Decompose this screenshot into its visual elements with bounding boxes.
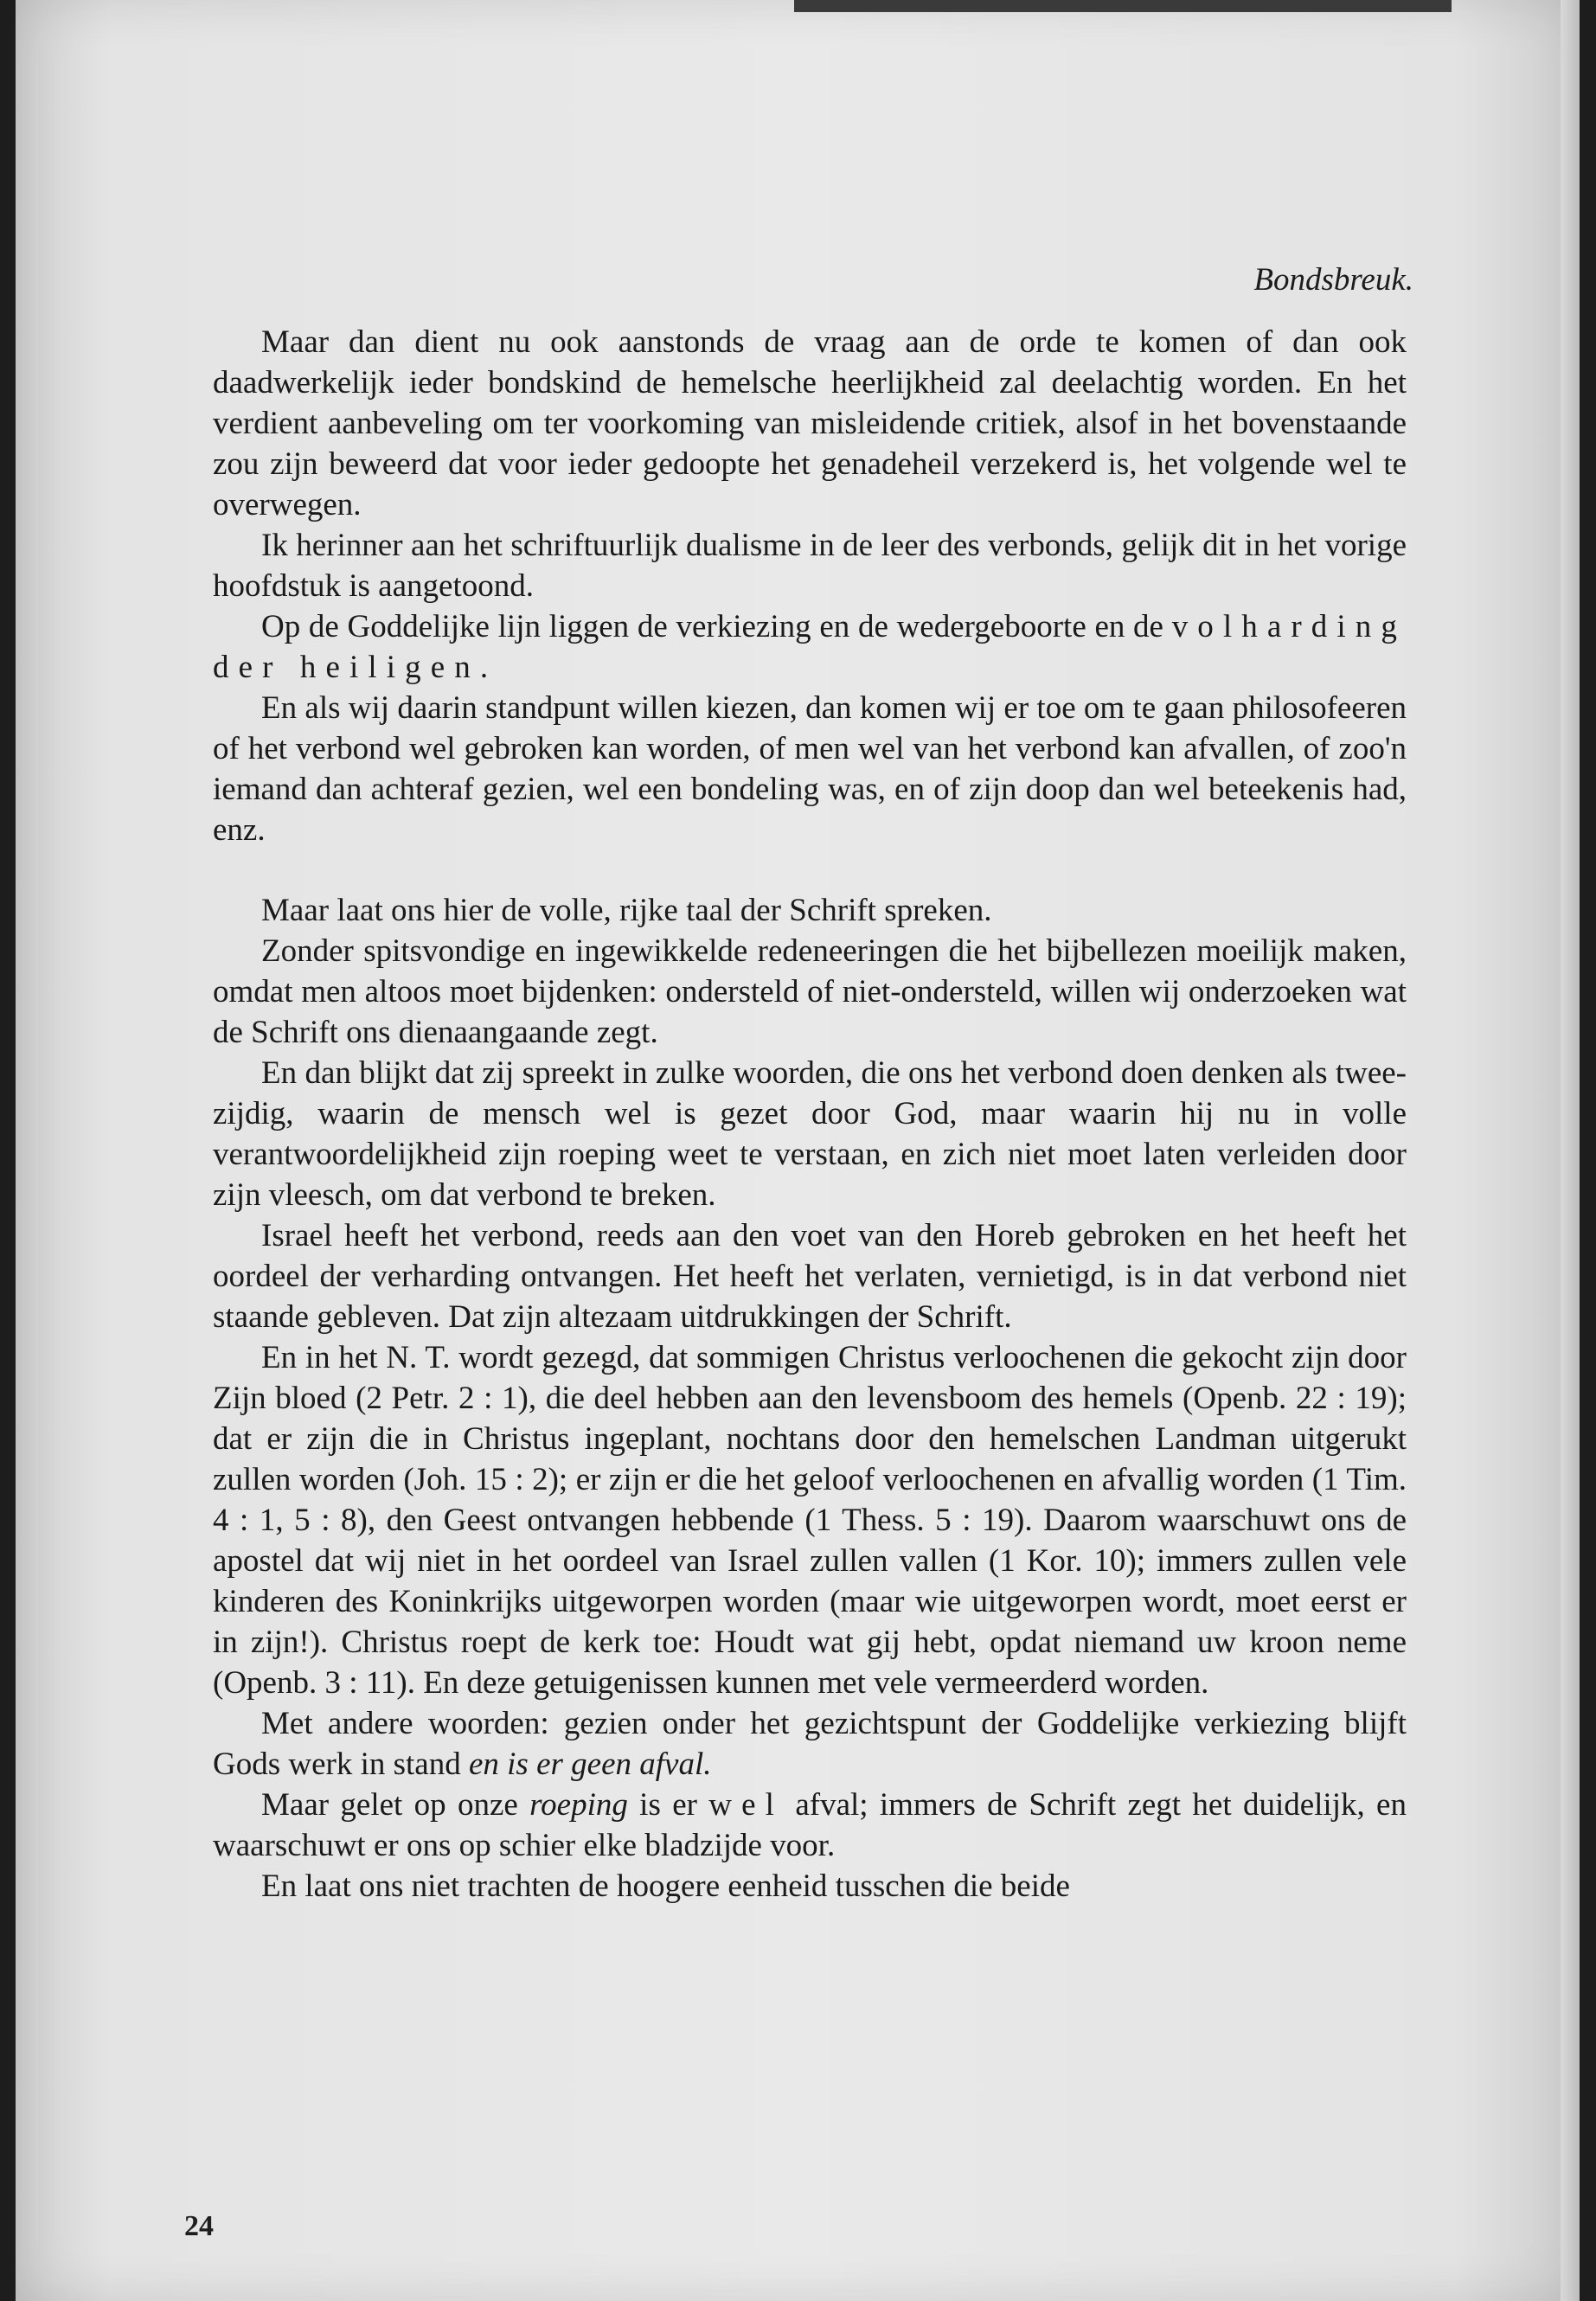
paragraph-11-end: afval; immers de Schrift zegt het duidelijk, en waarschuwt er ons op schier elke bladzijde voor. [213,1787,1407,1863]
page-edge [1561,0,1580,2301]
emphasized-phrase: volharding der heiligen [213,609,1407,685]
paragraph-9: En in het N. T. wordt gezegd, dat sommigen Christus verloochenen die gekocht zijn door Zijn bloed (2 Petr. 2 : 1), die deel hebben aan den levensboom des hemels (Openb. 22 : 19); dat er zijn die in Christus ingeplant, nochtans door den hemelschen Landman uitgerukt zullen worden (Joh. 15 : 2); er zijn er die het geloof verloochenen en afvallig worden (1 Tim. 4 : 1, 5 : 8), den Geest ontvangen hebbende (1 Thess. 5 : 19). Daarom waarschuwt ons de apostel dat wij niet in het oordeel van Israel zullen vallen (1 Kor. 10); immers zullen vele kinderen des Koninkrijks uitgeworpen worden (maar wie uitgeworpen wordt, moet eerst er in zijn!). Christus roept de kerk toe: Houdt wat gij hebt, opdat niemand uw kroon neme (Openb. 3 : 11). En deze getuigenissen kunnen met vele vermeerderd worden. [213,1340,1407,1701]
paragraph-5: Maar laat ons hier de volle, rijke taal der Schrift spreken. [261,893,992,928]
paragraph-11 [213,1785,1407,1866]
book-page [16,0,1580,2301]
body-text [213,322,1407,1907]
paragraph-3-text: Op de Goddelijke lijn liggen de verkiezing en de wedergeboorte en de [261,609,1172,644]
paragraph-3-end: . [479,650,489,685]
paragraph-4: En als wij daarin standpunt willen kiezen, dan komen wij er toe om te gaan philosofeeren of het verbond wel gebroken kan worden, of men wel van het verbond kan afvallen, of zoo'n iemand dan achteraf gezien, wel een bondeling was, en of zijn doop dan wel beteekenis had, enz. [213,690,1407,848]
paragraph-11-middle: is er [627,1787,709,1823]
paragraph-10-text: Met andere woorden: gezien onder het gezichtspunt der Goddelijke verkiezing blijft Gods werk in stand [213,1706,1407,1782]
paragraph-12: En laat ons niet trachten de hoogere eenheid tusschen die beide [261,1868,1070,1904]
emphasized-word: wel [708,1787,784,1823]
scan-shadow [794,0,1452,12]
paragraph-6: Zonder spitsvondige en ingewikkelde redeneeringen die het bijbellezen moeilijk maken, omdat men altoos moet bijdenken: ondersteld of niet-ondersteld, willen wij onderzoeken wat de Schrift ons dienaangaande zegt. [213,933,1407,1050]
page-number: 24 [184,2210,214,2242]
paragraph-11-text: Maar gelet op onze [261,1787,530,1823]
paragraph-1: Maar dan dient nu ook aanstonds de vraag aan de orde te komen of dan ook daadwerkelijk ieder bondskind de hemelsche heerlijkheid zal deelachtig worden. En het verdient aanbeveling om ter voorkoming van misleidende critiek, alsof in het bovenstaande zou zijn beweerd dat voor ieder gedoopte het genadeheil verzekerd is, het volgende wel te overwegen. [213,324,1407,522]
italic-phrase: en is er geen afval. [468,1747,712,1782]
paragraph-2: Ik herinner aan het schriftuurlijk dualisme in de leer des verbonds, gelijk dit in het vorige hoofdstuk is aangetoond. [213,528,1407,604]
paragraph-10 [213,1703,1407,1785]
paragraph-3 [213,606,1407,688]
paragraph-8: Israel heeft het verbond, reeds aan den voet van den Horeb gebroken en het heeft het oordeel der verharding ontvangen. Het heeft het verlaten, vernietigd, is in dat verbond niet staande gebleven. Dat zijn altezaam uitdrukkingen der Schrift. [213,1218,1407,1335]
italic-word: roeping [529,1787,628,1823]
paragraph-7: En dan blijkt dat zij spreekt in zulke woorden, die ons het verbond doen denken als twee-zijdig, waarin de mensch wel is gezet door God, maar waarin hij nu in volle verantwoordelijkheid zijn roeping weet te verstaan, en zich niet moet laten verleiden door zijn vleesch, om dat verbond te breken. [213,1055,1407,1213]
running-head: Bondsbreuk. [1253,262,1413,298]
